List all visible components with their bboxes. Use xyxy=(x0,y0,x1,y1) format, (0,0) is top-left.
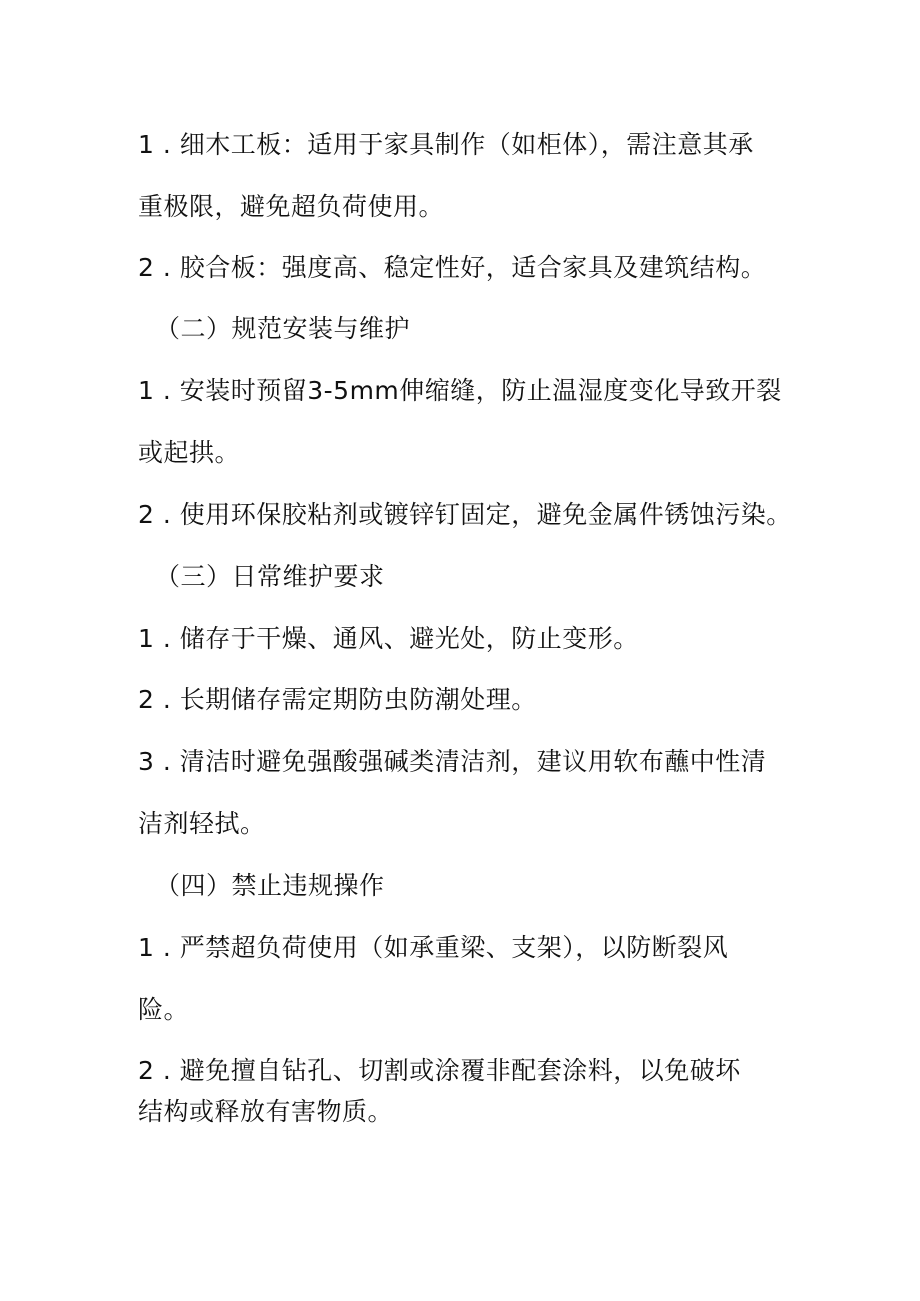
item-line: 2 . 胶合板：强度高、稳定性好，适合家具及建筑结构。 xyxy=(138,253,767,282)
continuation-line: 险。 xyxy=(138,995,190,1024)
continuation-line: 结构或释放有害物质。 xyxy=(138,1097,394,1126)
continuation-line: 或起拱。 xyxy=(138,438,241,467)
item-line: 2 . 长期储存需定期防虫防潮处理。 xyxy=(138,685,537,714)
item-line: 1 . 储存于干燥、通风、避光处，防止变形。 xyxy=(138,624,639,653)
item-line: 3 . 清洁时避免强酸强碱类清洁剂，建议用软布蘸中性清 xyxy=(138,747,767,776)
item-line: 1 . 严禁超负荷使用（如承重梁、支架），以防断裂风 xyxy=(138,933,729,962)
section-heading: （三）日常维护要求 xyxy=(155,562,385,591)
section-heading: （四）禁止违规操作 xyxy=(155,871,385,900)
continuation-line: 洁剂轻拭。 xyxy=(138,809,266,838)
section-heading: （二）规范安装与维护 xyxy=(155,314,411,343)
item-line: 2 . 使用环保胶粘剂或镀锌钉固定，避免金属件锈蚀污染。 xyxy=(138,500,792,529)
item-line: 1 . 安装时预留3-5mm伸缩缝，防止温湿度变化导致开裂 xyxy=(138,376,782,405)
item-line: 2 . 避免擅自钻孔、切割或涂覆非配套涂料，以免破坏 xyxy=(138,1056,741,1085)
item-line: 1 . 细木工板：适用于家具制作（如柜体），需注意其承 xyxy=(138,130,754,159)
continuation-line: 重极限，避免超负荷使用。 xyxy=(138,192,445,221)
